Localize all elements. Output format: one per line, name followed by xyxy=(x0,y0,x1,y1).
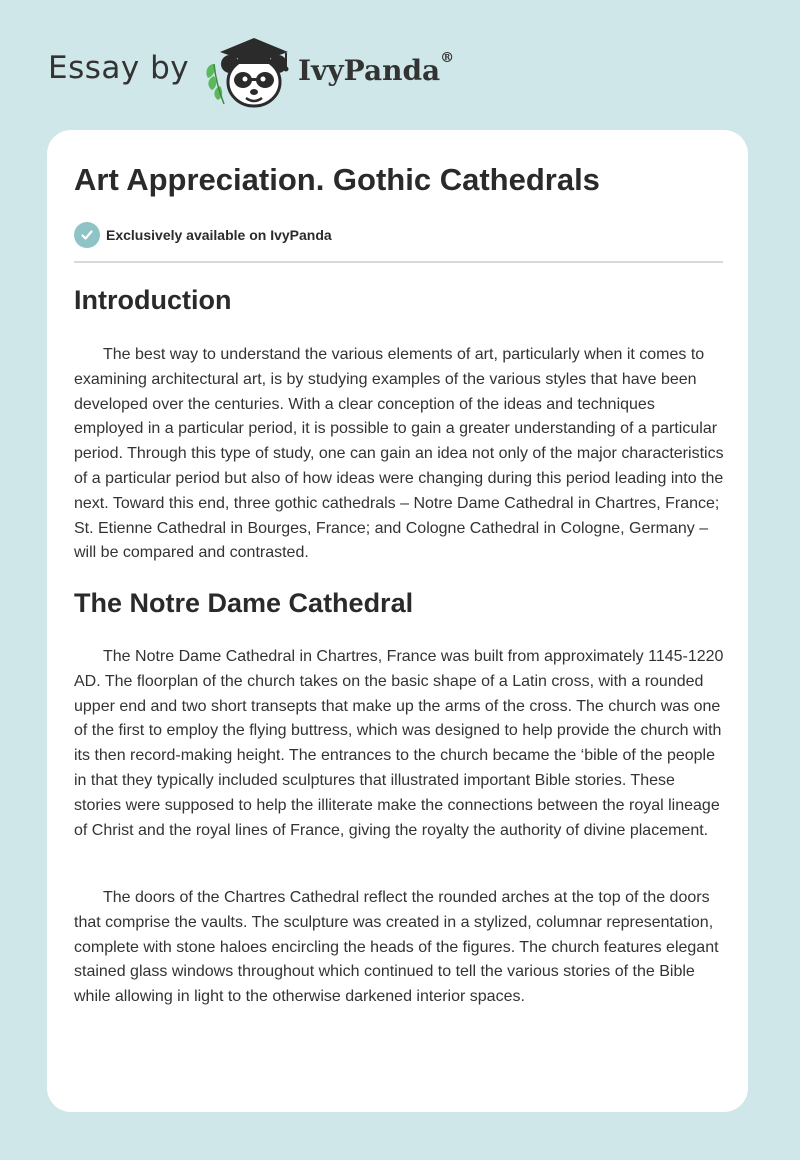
brand-name-text: IvyPanda xyxy=(298,54,441,87)
brand-prefix: Essay by xyxy=(48,50,190,86)
section-heading-introduction: Introduction xyxy=(74,285,232,315)
registered-mark: ® xyxy=(440,50,455,66)
paragraph: The best way to understand the various elements of art, particularly when it comes to examining architectural art, is by studying examples of the various styles that have been developed over the centuries. With a clear conception of the ideas and techniques employed in a particular period, it is possible to gain a greater understanding of a particular period. Through this type of study, one can gain an idea not only of the major characteristics of a particular period but also of how ideas were changing during this period leading into the next. Toward this end, three gothic cathedrals – Notre Dame Cathedral in Chartres, France; St. Etienne Cathedral in Bourges, France; and Cologne Cathedral in Cologne, Germany – will be compared and contrasted. xyxy=(74,346,724,562)
paragraph: The doors of the Chartres Cathedral reflect the rounded arches at the top of the doors that comprise the vaults. The sculpture was created in a stylized, columnar representation, complete with stone haloes encircling the heads of the figures. The church features elegant stained glass windows throughout which continued to tell the various stories of the Bible while allowing in light to the otherwise darkened interior spaces. xyxy=(74,889,719,1006)
brand-header[interactable] xyxy=(48,34,468,112)
panda-logo-icon xyxy=(202,34,294,110)
divider xyxy=(74,261,723,263)
brand-name xyxy=(298,50,455,87)
badge-label: Exclusively available on IvyPanda xyxy=(106,227,332,243)
essay-card xyxy=(47,130,748,1112)
checkmark-circle-icon xyxy=(74,222,100,248)
exclusive-badge xyxy=(74,222,332,248)
page-title: Art Appreciation. Gothic Cathedrals xyxy=(74,162,600,197)
paragraph: The Notre Dame Cathedral in Chartres, France was built from approximately 1145-1220 AD. The floorplan of the church takes on the basic shape of a Latin cross, with a rounded upper end and two short transepts that make up the arms of the cross. The church was one of the first to employ the flying buttress, which was designed to help provide the church with its then record-making height. The entrances to the church became the ‘bible of the people in that they typically included sculptures that illustrated important Bible stories. These stories were supposed to help the illiterate make the connections between the royal lineage of Christ and the royal lines of France, giving the royalty the authority of divine placement. xyxy=(74,648,724,839)
section-heading-notre-dame: The Notre Dame Cathedral xyxy=(74,588,414,618)
